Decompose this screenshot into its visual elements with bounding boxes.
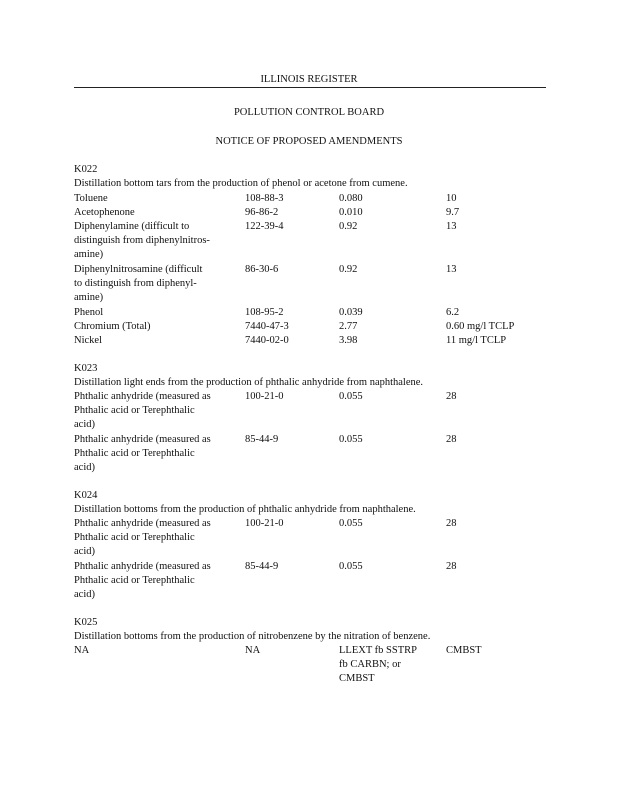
- constituent-name: NA: [74, 645, 90, 656]
- waste-description: Distillation bottoms from the production of nitrobenzene by the nitration of benzene.: [74, 631, 431, 642]
- cas-number: 108-88-3: [245, 193, 284, 204]
- constituent-name: Phthalic acid or Terephthalic: [74, 405, 195, 416]
- cas-number: 96-86-2: [245, 207, 279, 218]
- notice-title: NOTICE OF PROPOSED AMENDMENTS: [215, 136, 403, 147]
- board-title: POLLUTION CONTROL BOARD: [233, 107, 385, 118]
- nonwastewater-standard: 13: [446, 264, 457, 275]
- wastewater-standard: fb CARBN; or: [339, 659, 401, 670]
- wastewater-standard: 3.98: [339, 335, 358, 346]
- constituent-name: Phthalic anhydride (measured as: [74, 434, 211, 445]
- constituent-name: acid): [74, 419, 95, 430]
- constituent-name: acid): [74, 462, 95, 473]
- cas-number: 7440-02-0: [245, 335, 289, 346]
- constituent-name: Phthalic anhydride (measured as: [74, 518, 211, 529]
- cas-number: 7440-47-3: [245, 321, 289, 332]
- nonwastewater-standard: 28: [446, 434, 457, 445]
- constituent-name: acid): [74, 546, 95, 557]
- waste-description: Distillation light ends from the production of phthalic anhydride from naphthalene.: [74, 377, 424, 388]
- wastewater-standard: 0.055: [339, 518, 363, 529]
- nonwastewater-standard: 9.7: [446, 207, 460, 218]
- wastewater-standard: 0.055: [339, 391, 363, 402]
- waste-description: Distillation bottom tars from the production of phenol or acetone from cumene.: [74, 178, 408, 189]
- nonwastewater-standard: 28: [446, 391, 457, 402]
- constituent-name: acid): [74, 589, 95, 600]
- nonwastewater-standard: 28: [446, 561, 457, 572]
- constituent-name: Phthalic anhydride (measured as: [74, 391, 211, 402]
- nonwastewater-standard: CMBST: [446, 645, 482, 656]
- constituent-name: amine): [74, 249, 104, 260]
- wastewater-standard: CMBST: [339, 673, 375, 684]
- waste-code: K025: [74, 617, 98, 628]
- waste-code: K023: [74, 363, 98, 374]
- wastewater-standard: 0.010: [339, 207, 363, 218]
- cas-number: NA: [245, 645, 261, 656]
- constituent-name: Phenol: [74, 307, 104, 318]
- constituent-name: distinguish from diphenylnitros-: [74, 235, 210, 246]
- wastewater-standard: 0.055: [339, 561, 363, 572]
- wastewater-standard: LLEXT fb SSTRP: [339, 645, 417, 656]
- constituent-name: Diphenylamine (difficult to: [74, 221, 190, 232]
- cas-number: 86-30-6: [245, 264, 279, 275]
- nonwastewater-standard: 28: [446, 518, 457, 529]
- register-title: ILLINOIS REGISTER: [260, 74, 358, 85]
- constituent-name: Chromium (Total): [74, 321, 151, 332]
- constituent-name: to distinguish from diphenyl-: [74, 278, 197, 289]
- cas-number: 100-21-0: [245, 518, 284, 529]
- constituent-name: Phthalic acid or Terephthalic: [74, 532, 195, 543]
- cas-number: 100-21-0: [245, 391, 284, 402]
- nonwastewater-standard: 10: [446, 193, 457, 204]
- cas-number: 108-95-2: [245, 307, 284, 318]
- cas-number: 85-44-9: [245, 434, 279, 445]
- nonwastewater-standard: 13: [446, 221, 457, 232]
- constituent-name: Phthalic anhydride (measured as: [74, 561, 211, 572]
- wastewater-standard: 0.080: [339, 193, 363, 204]
- cas-number: 85-44-9: [245, 561, 279, 572]
- waste-description: Distillation bottoms from the production of phthalic anhydride from naphthalene.: [74, 504, 416, 515]
- constituent-name: Toluene: [74, 193, 108, 204]
- header-rule: [74, 87, 546, 88]
- waste-code: K022: [74, 164, 98, 175]
- waste-code: K024: [74, 490, 98, 501]
- constituent-name: Acetophenone: [74, 207, 135, 218]
- wastewater-standard: 2.77: [339, 321, 358, 332]
- constituent-name: Phthalic acid or Terephthalic: [74, 448, 195, 459]
- wastewater-standard: 0.92: [339, 264, 358, 275]
- wastewater-standard: 0.92: [339, 221, 358, 232]
- wastewater-standard: 0.039: [339, 307, 363, 318]
- nonwastewater-standard: 11 mg/l TCLP: [446, 335, 507, 346]
- wastewater-standard: 0.055: [339, 434, 363, 445]
- cas-number: 122-39-4: [245, 221, 284, 232]
- constituent-name: Nickel: [74, 335, 102, 346]
- constituent-name: amine): [74, 292, 104, 303]
- nonwastewater-standard: 0.60 mg/l TCLP: [446, 321, 515, 332]
- constituent-name: Phthalic acid or Terephthalic: [74, 575, 195, 586]
- nonwastewater-standard: 6.2: [446, 307, 460, 318]
- constituent-name: Diphenylnitrosamine (difficult: [74, 264, 203, 275]
